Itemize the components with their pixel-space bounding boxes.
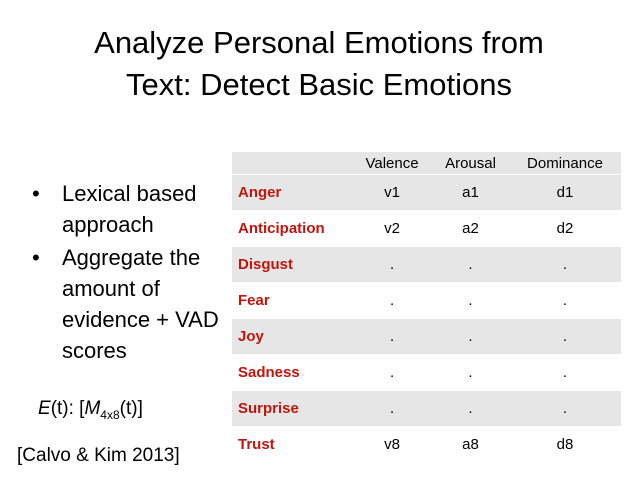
table-row xyxy=(232,427,621,463)
emotion-label: Anger xyxy=(232,175,352,211)
table-row xyxy=(232,319,621,355)
slide-title-line-2: Text: Detect Basic Emotions xyxy=(126,67,512,102)
valence-cell: . xyxy=(352,391,432,427)
header-dominance: Dominance xyxy=(527,154,603,172)
arousal-cell: . xyxy=(432,319,509,355)
header-arousal: Arousal xyxy=(445,154,496,172)
emotion-label: Disgust xyxy=(232,247,352,283)
formula xyxy=(38,398,143,422)
emotion-label: Anticipation xyxy=(232,211,352,247)
emotion-label: Fear xyxy=(232,283,352,319)
emotion-label: Surprise xyxy=(232,391,352,427)
table-row xyxy=(232,175,621,211)
table-row xyxy=(232,355,621,391)
dominance-cell: . xyxy=(509,391,621,427)
formula-subscript: 4x8 xyxy=(100,407,120,422)
table-row xyxy=(232,283,621,319)
dominance-cell: . xyxy=(509,247,621,283)
table-row xyxy=(232,211,621,247)
arousal-cell: a8 xyxy=(432,427,509,463)
valence-cell: . xyxy=(352,247,432,283)
formula-suffix: (t)] xyxy=(119,398,143,419)
dominance-cell: . xyxy=(509,355,621,391)
citation: [Calvo & Kim 2013] xyxy=(17,445,180,466)
table-row xyxy=(232,247,621,283)
table-header-row xyxy=(232,152,621,175)
header-valence: Valence xyxy=(365,154,419,172)
bullet-list xyxy=(28,178,228,368)
valence-cell: . xyxy=(352,283,432,319)
bullet-icon: • xyxy=(32,181,40,206)
arousal-cell: a1 xyxy=(432,175,509,211)
bullet-text: Lexical based approach xyxy=(62,181,197,237)
arousal-cell: . xyxy=(432,355,509,391)
arousal-cell: a2 xyxy=(432,211,509,247)
slide-title-line-1: Analyze Personal Emotions from xyxy=(94,25,544,60)
bullet-item xyxy=(28,178,228,240)
formula-mid: (t): [ xyxy=(50,398,85,419)
emotion-label: Trust xyxy=(232,427,352,463)
valence-cell: v2 xyxy=(352,211,432,247)
dominance-cell: d1 xyxy=(509,175,621,211)
arousal-cell: . xyxy=(432,247,509,283)
vad-table xyxy=(232,152,621,462)
valence-cell: v8 xyxy=(352,427,432,463)
formula-e: E xyxy=(38,398,51,419)
slide-title xyxy=(0,22,638,106)
formula-m: M xyxy=(84,398,101,419)
bullet-text: Aggregate the amount of evidence + VAD scores xyxy=(62,245,219,363)
dominance-cell: d8 xyxy=(509,427,621,463)
dominance-cell: . xyxy=(509,283,621,319)
valence-cell: . xyxy=(352,319,432,355)
valence-cell: . xyxy=(352,355,432,391)
valence-cell: v1 xyxy=(352,175,432,211)
emotion-label: Sadness xyxy=(232,355,352,391)
emotion-label: Joy xyxy=(232,319,352,355)
bullet-item xyxy=(28,242,228,366)
table-row xyxy=(232,391,621,427)
dominance-cell: d2 xyxy=(509,211,621,247)
header-blank xyxy=(232,152,352,175)
arousal-cell: . xyxy=(432,283,509,319)
arousal-cell: . xyxy=(432,391,509,427)
dominance-cell: . xyxy=(509,319,621,355)
bullet-icon: • xyxy=(32,245,40,270)
